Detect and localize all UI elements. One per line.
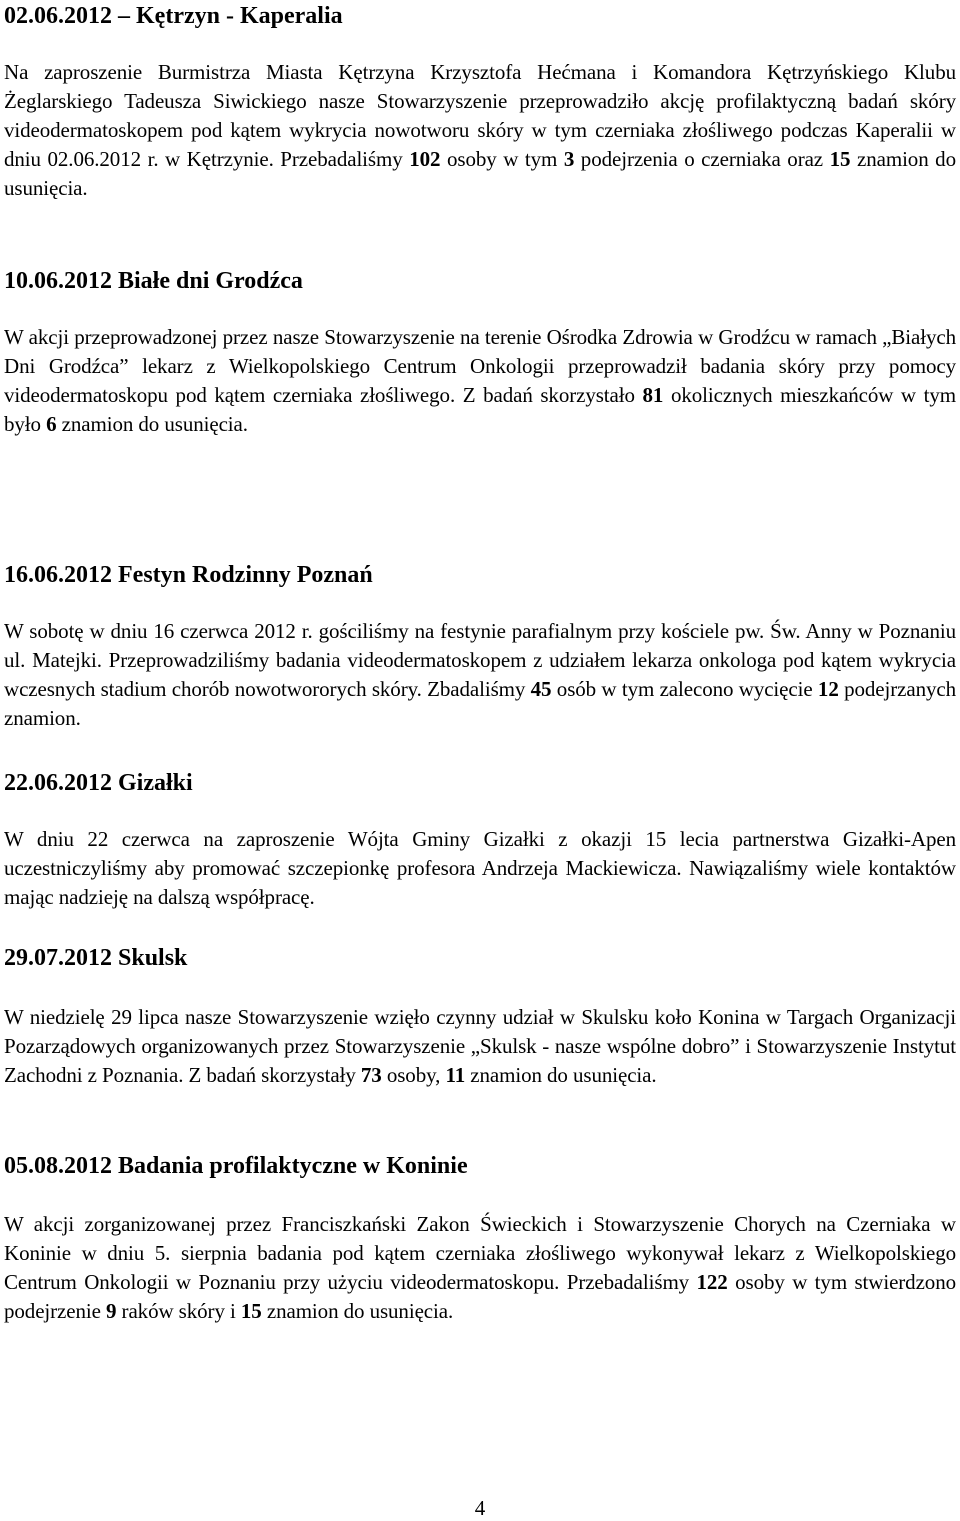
paragraph-text: podejrzanych znamion.	[4, 677, 956, 730]
paragraph-text: znamion do usunięcia.	[56, 412, 248, 436]
count-cancers: 9	[106, 1299, 117, 1323]
paragraph-text: W dniu 22 czerwca na zaproszenie Wójta Gminy Gizałki z okazji 15 lecia partnerstwa Gizałki-Apen uczestniczyliśmy aby promować szczepionkę profesora Andrzeja Mackiewicza. Nawiązaliśmy wiele kontaktów mając nadzieję na dalszą współpracę.	[4, 827, 956, 909]
paragraph-text: W sobotę w dniu 16 czerwca 2012 r. gościliśmy na festynie parafialnym przy kościele pw. Św. Anny w Poznaniu ul. Matejki. Przeprowadziliśmy badania videodermatoskopem z udziałem lekarza onkologa pod kątem wykrycia wczesnych stadium chorób nowotwororych skóry. Zbadaliśmy	[4, 619, 956, 701]
count-examined: 45	[530, 677, 552, 701]
section-heading: 10.06.2012 Białe dni Grodźca	[4, 268, 303, 294]
paragraph-text: osoby w tym stwierdzono podejrzenie	[4, 1270, 957, 1323]
count-examined: 73	[360, 1063, 382, 1087]
section-paragraph	[4, 323, 956, 439]
count-moles: 6	[46, 412, 57, 436]
section-heading: 02.06.2012 – Kętrzyn - Kaperalia	[4, 3, 343, 29]
paragraph-text: osób w tym zalecono wycięcie	[551, 677, 818, 701]
count-examined: 102	[409, 147, 441, 171]
section-heading: 29.07.2012 Skulsk	[4, 945, 188, 971]
paragraph-text: raków skóry i	[116, 1299, 241, 1323]
section-paragraph	[4, 1003, 956, 1090]
count-moles: 15	[829, 147, 851, 171]
count-moles: 15	[240, 1299, 262, 1323]
page-number: 4	[474, 1496, 486, 1520]
paragraph-text: okolicznych mieszkańców w tym było	[4, 383, 956, 436]
section-heading: 16.06.2012 Festyn Rodzinny Poznań	[4, 562, 373, 588]
section-paragraph	[4, 825, 956, 912]
count-examined: 122	[696, 1270, 728, 1294]
paragraph-text: osoby,	[381, 1063, 446, 1087]
count-moles: 11	[445, 1063, 466, 1087]
paragraph-text: znamion do usunięcia.	[465, 1063, 657, 1087]
section-paragraph	[4, 617, 956, 733]
paragraph-text: znamion do usunięcia.	[4, 147, 956, 200]
section-heading: 22.06.2012 Gizałki	[4, 770, 193, 796]
paragraph-text: znamion do usunięcia.	[261, 1299, 454, 1323]
paragraph-text: podejrzenia o czerniaka oraz	[574, 147, 830, 171]
count-examined: 81	[642, 383, 664, 407]
section-heading: 05.08.2012 Badania profilaktyczne w Koninie	[4, 1153, 468, 1179]
paragraph-text: W akcji zorganizowanej przez Franciszkański Zakon Świeckich i Stowarzyszenie Chorych na Czerniaka w Koninie w dniu 5. sierpnia badania pod kątem czerniaka złośliwego wykonywał lekarz z Wielkopolskiego Centrum Onkologii w Poznaniu przy użyciu videodermatoskopu. Przebadaliśmy	[4, 1212, 956, 1294]
paragraph-text: Na zaproszenie Burmistrza Miasta Kętrzyna Krzysztofa Hećmana i Komandora Kętrzyńskiego Klubu Żeglarskiego Tadeusza Siwickiego nasze Stowarzyszenie przeprowadziło akcję profilaktyczną badań skóry videodermatoskopem pod kątem wykrycia nowotworu skóry w tym czerniaka złośliwego podczas Kaperalii w dniu 02.06.2012 r. w Kętrzynie. Przebadaliśmy	[4, 60, 956, 171]
section-paragraph	[4, 58, 956, 203]
section-paragraph	[4, 1210, 956, 1326]
paragraph-text: W akcji przeprowadzonej przez nasze Stowarzyszenie na terenie Ośrodka Zdrowia w Grodźcu w ramach „Białych Dni Grodźca” lekarz z Wielkopolskiego Centrum Onkologii przeprowadził badania skóry przy pomocy videodermatoskopu pod kątem czerniaka złośliwego. Z badań skorzystało	[4, 325, 956, 407]
paragraph-text: osoby w tym	[440, 147, 564, 171]
count-suspicions: 3	[563, 147, 575, 171]
paragraph-text: W niedzielę 29 lipca nasze Stowarzyszenie wzięło czynny udział w Skulsku koło Konina w Targach Organizacji Pozarządowych organizowanych przez Stowarzyszenie „Skulsk - nasze wspólne dobro” i Stowarzyszenie Instytut Zachodni z Poznania. Z badań skorzystały	[4, 1005, 956, 1087]
count-moles: 12	[817, 677, 839, 701]
